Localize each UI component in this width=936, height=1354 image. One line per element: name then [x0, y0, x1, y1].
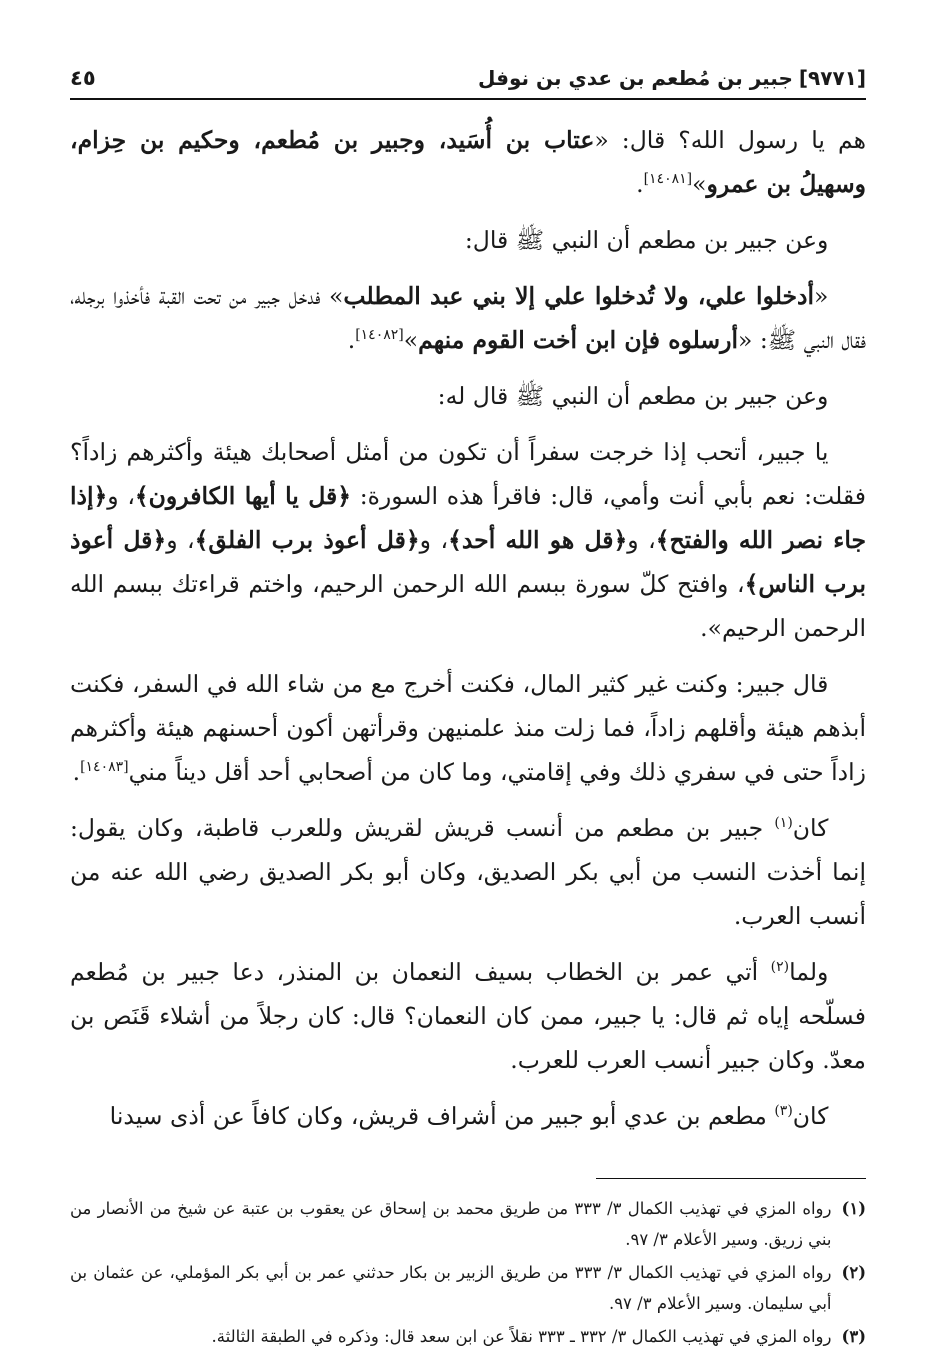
text-run: »	[403, 326, 419, 354]
footnote-reference: [١٤٠٨٢]	[355, 327, 404, 344]
paragraph	[70, 662, 866, 794]
footnote	[70, 1321, 866, 1352]
footnote-reference: (١)	[774, 815, 793, 832]
footnote	[70, 1193, 866, 1255]
book-page	[70, 66, 866, 1354]
entry-number: [٩٧٧١]	[798, 66, 866, 90]
text-run: » فدخل جبير من تحت القبة فأخذوا برجله، فقال النبي ﷺ: «	[70, 282, 866, 354]
text-run: ، و	[107, 482, 135, 510]
quoted-text: ﴿قل هو الله أحد﴾	[448, 526, 628, 554]
text-run: كان	[792, 1102, 829, 1130]
paragraph	[70, 430, 866, 650]
footnote-separator	[596, 1178, 866, 1179]
quoted-text: أدخلوا علي، ولا تُدخلوا علي إلا بني عبد المطلب	[343, 282, 815, 310]
text-run: مطعم بن عدي أبو جبير من أشراف قريش، وكان كافاً عن أذى سيدنا	[109, 1102, 775, 1130]
paragraph	[70, 218, 866, 262]
text-run: .	[636, 170, 644, 198]
text-run: جبير بن مطعم من أنسب قريش لقريش وللعرب قاطبة، وكان يقول: إنما أخذت النسب من أبي بكر الصديق، وكان أبو بكر الصديق رضي الله عنه من أنسب العرب.	[70, 814, 866, 930]
paragraph	[70, 374, 866, 418]
quoted-text: ﴿قل أعوذ برب الفلق﴾	[194, 526, 420, 554]
footnote-number: (٣)	[841, 1327, 866, 1346]
text-run: يا جبير، أتحب إذا خرجت سفراً أن تكون من أمثل أصحابك هيئة وأكثرهم زاداً؟ فقلت: نعم بأبي أنت وأمي، قال: فاقرأ هذه السورة:	[70, 438, 867, 510]
quoted-text: ﴿قل أعوذ برب الناس﴾	[70, 526, 866, 598]
quoted-text: ﴿قل يا أيها الكافرون﴾	[134, 482, 352, 510]
text-run: قال جبير: وكنت غير كثير المال، فكنت أخرج مع من شاء الله في السفر، فكنت أبذهم هيئة وأقلهم زاداً، فما زلت منذ علمنيهن وقرأتهن أكون أحسنهم هيئة وأكثرهم زاداً حتى في سفري ذلك وفي إقامتي، وما كان من أصحابي أحد أقل ديناً مني	[70, 670, 866, 786]
text-run: ولما	[789, 958, 829, 986]
main-text	[70, 118, 866, 1138]
footnote-reference: (٢)	[770, 959, 790, 976]
running-header	[70, 66, 866, 100]
entry-title: جبير بن مُطعم بن عدي بن نوفل	[478, 66, 793, 90]
text-run: .	[72, 758, 81, 786]
text-run: ، و	[166, 526, 195, 554]
footnote-reference: [١٤٠٨١]	[643, 171, 693, 188]
footnotes	[70, 1193, 866, 1352]
text-run: أتي عمر بن الخطاب بسيف النعمان بن المنذر، دعا جبير بن مُطعم فسلّحه إياه ثم قال: يا جبير، ممن كان النعمان؟ قال: كان رجلاً من أشلاء قَنَص بن معدّ. وكان جبير أنسب العرب للعرب.	[70, 958, 866, 1074]
quoted-text: عتاب بن أُسَيد، وجبير بن مُطعم، وحكيم بن حِزام، وسهيلُ بن عمرو	[70, 126, 866, 198]
footnote	[70, 1257, 866, 1319]
paragraph	[70, 806, 866, 938]
footnote-reference: (٣)	[774, 1103, 793, 1120]
paragraph	[70, 1094, 866, 1138]
footnote-reference: [١٤٠٨٣]	[80, 759, 129, 776]
entry-heading	[478, 66, 866, 90]
paragraph	[70, 950, 866, 1082]
footnote-number: (١)	[841, 1199, 866, 1218]
text-run: ، وافتح كلّ سورة ببسم الله الرحمن الرحيم، واختم قراءتك ببسم الله الرحمن الرحيم».	[70, 570, 866, 642]
quoted-text: ﴿إذا جاء نصر الله والفتح﴾	[70, 482, 867, 554]
paragraph	[70, 274, 866, 362]
text-run: وعن جبير بن مطعم أن النبي ﷺ قال له:	[437, 382, 829, 410]
footnote-number: (٢)	[841, 1263, 866, 1282]
text-run: ، و	[627, 526, 656, 554]
text-run: ، و	[419, 526, 449, 554]
text-run: «	[814, 282, 829, 310]
text-run: .	[347, 326, 356, 354]
footnote-text: رواه المزي في تهذيب الكمال ٣/ ٣٣٣ من طريق محمد بن إسحاق عن يعقوب بن عتبة عن شيخ من الأنصار من بني زريق. وسير الأعلام ٣/ ٩٧.	[70, 1199, 832, 1249]
text-run: وعن جبير بن مطعم أن النبي ﷺ قال:	[464, 226, 829, 254]
text-run: كان	[792, 814, 829, 842]
text-run: هم يا رسول الله؟ قال: «	[594, 126, 866, 154]
paragraph	[70, 118, 866, 206]
footnote-text: رواه المزي في تهذيب الكمال ٣/ ٣٣٢ ـ ٣٣٣ نقلاً عن ابن سعد قال: وذكره في الطبقة الثالثة.	[211, 1327, 832, 1346]
quoted-text: أرسلوه فإن ابن أخت القوم منهم	[418, 326, 738, 354]
footnote-text: رواه المزي في تهذيب الكمال ٣/ ٣٣٣ من طريق الزبير بن بكار حدثني عمر بن أبي بكر المؤملي، عن عثمان بن أبي سليمان. وسير الأعلام ٣/ ٩٧.	[70, 1263, 832, 1313]
text-run: »	[692, 170, 707, 198]
page-number: ٤٥	[70, 66, 96, 90]
